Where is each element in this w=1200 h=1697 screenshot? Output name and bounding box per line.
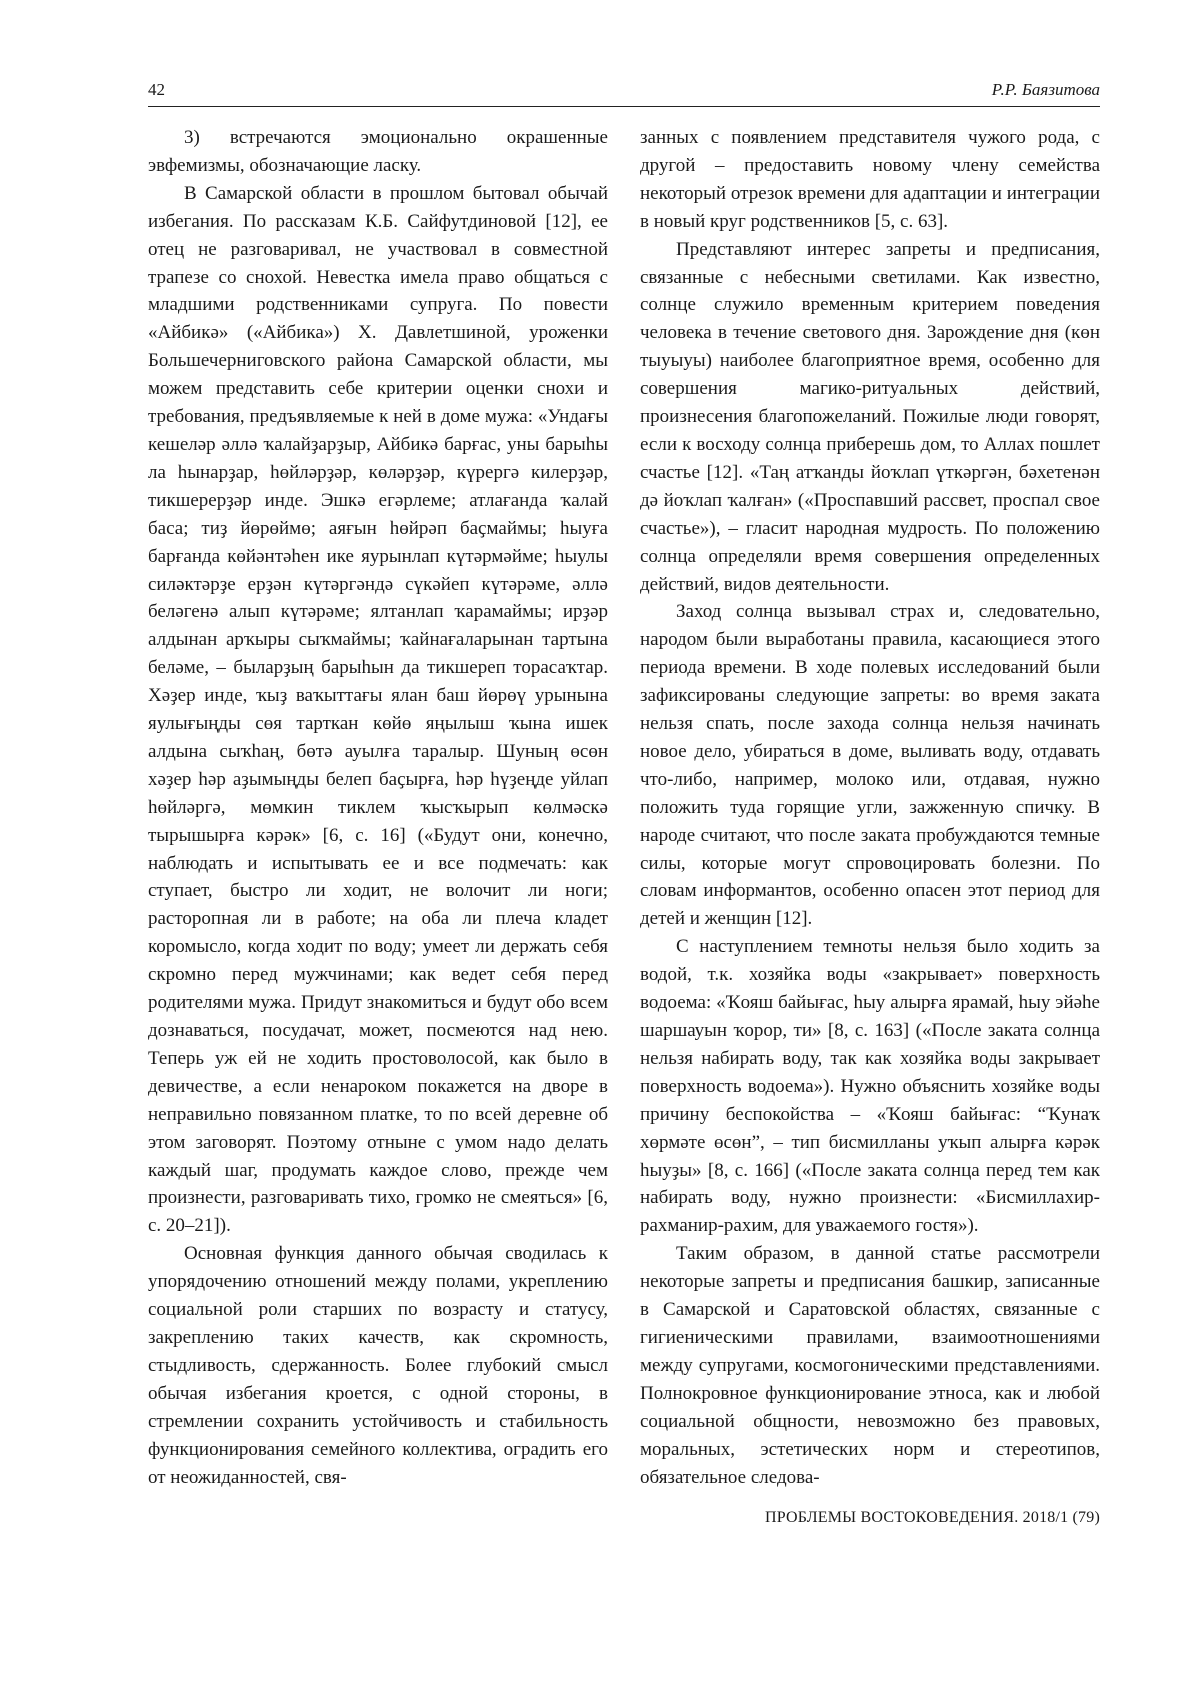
- left-column: [148, 124, 608, 1491]
- paragraph: В Самарской области в прошлом бытовал обычай избегания. По рассказам К.Б. Сайфутдиновой [12], ее отец не разговаривал, не участвовал в совместной трапезе со снохой. Невестка имела право общаться с младшими родственниками супруга. По повести «Айбикә» («Айбика») Х. Давлетшиной, уроженки Большечерниговского района Самарской области, мы можем представить себе критерии оценки снохи и требования, предъявляемые к ней в доме мужа: «Ундағы кешеләр әллә ҡалайҙарҙыр, Айбикә барғас, уны барыһы ла һынарҙар, һөйләрҙәр, көләрҙәр, күрергә килерҙәр, тикшерерҙәр инде. Эшкә егәрлеме; атлағанда ҡалай баса; тиҙ йөрөймө; аяғын һөйрәп баҫмаймы; һыуға барғанда көйәнтәһен ике яурынлап күтәрмәйме; һыулы силәктәрҙе ерҙән күтәргәндә сүкәйеп күтәрәме, әллә беләгенә алып күтәрәме; ялтанлап ҡарамаймы; ирҙәр алдынан арҡыры сыҡмаймы; ҡайнағаларынан тартына беләме, – быларҙың барыһын да тикшереп торасаҡтар. Хәҙер инде, ҡыҙ ваҡыттағы ялан баш йөрөү урынына яулығыңды сөя тарткан көйө яңылыш ҡына ишек алдына сыҡһаң, бөтә ауылға таралыр. Шуның өсөн хәҙер һәр аҙымыңды белеп баҫырға, һәр һүҙеңде уйлап һөйләргә, мөмкин тиклем ҡысҡырып көлмәскә тырышырға кәрәк» [6, с. 16] («Будут они, конечно, наблюдать и испытывать ее и все подмечать: как ступает, быстро ли ходит, не волочит ли ноги; расторопная ли в работе; на оба ли плеча кладет коромысло, когда ходит по воду; умеет ли держать себя скромно перед мужчинами; как ведет себя перед родителями мужа. Придут знакомиться и будут обо всем дознаваться, посудачат, может, посмеются над нею. Теперь уж ей не ходить простоволосой, как было в девичестве, а если ненароком покажется на дворе в неправильно повязанном платке, то по всей деревне об этом заговорят. Поэтому отныне с умом надо делать каждый шаг, продумать каждое слово, прежде чем произнести, разговаривать тихо, громко не смеяться» [6, с. 20–21]).: [148, 182, 608, 1237]
- right-column: [640, 124, 1100, 1491]
- paragraph: Таким образом, в данной статье рассмотрели некоторые запреты и предписания башкир, записанные в Самарской и Саратовской областях, связанные с гигиеническими правилами, взаимоотношениями между супругами, космогоническими представлениями. Полнокровное функционирование этноса, как и любой социальной общности, невозможно без правовых, моральных, эстетических норм и стереотипов, обязательное следова-: [640, 1243, 1100, 1488]
- journal-footer: ПРОБЛЕМЫ ВОСТОКОВЕДЕНИЯ. 2018/1 (79): [764, 1509, 1100, 1526]
- paragraph: Представляют интерес запреты и предписания, связанные с небесными светилами. Как известно, солнце служило временным критерием поведения человека в течение светового дня. Зарождение дня (көн тыуыуы) наиболее благоприятное время, особенно для совершения магико-ритуальных действий, произнесения благопожеланий. Пожилые люди говорят, если к восходу солнца приберешь дом, то Аллах пошлет счастье [12]. «Таң атҡанды йоҡлап үткәргән, бәхетенән дә йоҡлап ҡалған» («Проспавший рассвет, проспал свое счастье»), – гласит народная мудрость. По положению солнца определяли время совершения определенных действий, видов деятельности.: [640, 238, 1100, 595]
- paragraph: Заход солнца вызывал страх и, следовательно, народом были выработаны правила, касающиеся этого периода времени. В ходе полевых исследований были зафиксированы следующие запреты: во время заката нельзя спать, после захода солнца нельзя начинать новое дело, убираться в доме, выливать воду, отдавать что-либо, например, молоко или, отдавая, нужно положить туда горящие угли, зажженную спичку. В народе считают, что после заката пробуждаются темные силы, которые могут спровоцировать болезни. По словам информантов, особенно опасен этот период для детей и женщин [12].: [640, 601, 1100, 930]
- running-author: Р.Р. Баязитова: [991, 80, 1100, 99]
- page-number: 42: [148, 80, 165, 99]
- paragraph: занных с появлением представителя чужого рода, с другой – предоставить новому члену семейства некоторый отрезок времени для адаптации и интеграции в новый круг родственников [5, с. 63].: [640, 127, 1100, 232]
- paragraph: С наступлением темноты нельзя было ходить за водой, т.к. хозяйка воды «закрывает» поверхность водоема: «Ҡояш байығас, һыу алырға ярамай, һыу эйәһе шаршауын ҡорор, ти» [8, с. 163] («После заката солнца нельзя набирать воду, так как хозяйка воды закрывает поверхность водоема»). Нужно объяснить хозяйке воды причину беспокойства – «Ҡояш байығас: “Ҡунаҡ хөрмәте өсөн”, – тип бисмилланы уҡып алырға кәрәк һыуҙы» [8, с. 166] («После заката солнца перед тем как набирать воду, нужно произнести: «Бисмиллахир-рахманир-рахим, для уважаемого гостя»).: [640, 936, 1100, 1237]
- paragraph: Основная функция данного обычая сводилась к упорядочению отношений между полами, укреплению социальной роли старших по возрасту и статусу, закреплению таких качеств, как скромность, стыдливость, сдержанность. Более глубокий смысл обычая избегания кроется, с одной стороны, в стремлении сохранить устойчивость и стабильность функционирования семейного коллектива, оградить его от неожиданностей, свя-: [148, 1243, 608, 1488]
- paragraph: 3) встречаются эмоционально окрашенные эвфемизмы, обозначающие ласку.: [148, 127, 608, 176]
- running-header: [148, 80, 1100, 107]
